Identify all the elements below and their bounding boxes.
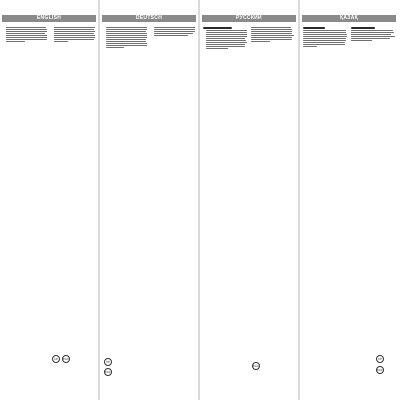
text-line-placeholder xyxy=(351,40,372,41)
ce-mark-icon: CE xyxy=(378,357,382,361)
text-line-placeholder xyxy=(303,38,346,39)
text-line-placeholder xyxy=(251,27,291,28)
text-line-placeholder xyxy=(106,45,147,46)
text-line-placeholder xyxy=(206,48,228,49)
text-line-placeholder xyxy=(6,41,25,42)
text-line-placeholder xyxy=(251,33,292,34)
text-column xyxy=(51,26,95,394)
language-header: ҚАЗАҚ xyxy=(302,15,396,22)
page-deutsch xyxy=(100,0,198,400)
text-line-placeholder xyxy=(6,37,47,38)
text-line-placeholder xyxy=(351,30,393,31)
text-line-placeholder xyxy=(54,41,68,42)
text-line-placeholder xyxy=(106,37,147,38)
text-line-placeholder xyxy=(106,29,147,30)
text-line-placeholder xyxy=(6,29,47,30)
text-line-placeholder xyxy=(54,29,94,30)
text-line-placeholder xyxy=(251,29,292,30)
text-line-placeholder xyxy=(6,27,46,28)
heading-placeholder xyxy=(303,27,325,29)
text-line-placeholder xyxy=(154,29,195,30)
text-line-placeholder xyxy=(351,32,394,33)
text-line-placeholder xyxy=(154,33,193,34)
text-line-placeholder xyxy=(54,31,95,32)
text-line-placeholder xyxy=(351,36,395,37)
text-line-placeholder xyxy=(351,38,390,39)
text-line-placeholder xyxy=(251,35,294,36)
text-placeholder xyxy=(103,27,147,48)
text-column xyxy=(103,26,147,394)
text-line-placeholder xyxy=(206,30,247,31)
text-line-placeholder xyxy=(106,27,147,28)
text-line-placeholder xyxy=(303,42,345,43)
eac-mark-icon: EAC xyxy=(63,357,69,361)
language-header: ENGLISH xyxy=(2,15,96,22)
text-line-placeholder xyxy=(106,43,147,44)
text-line-placeholder xyxy=(106,41,146,42)
text-line-placeholder xyxy=(251,41,270,42)
text-line-placeholder xyxy=(106,33,147,34)
text-placeholder xyxy=(51,27,95,42)
text-line-placeholder xyxy=(251,39,292,40)
text-line-placeholder xyxy=(206,38,245,39)
text-line-placeholder xyxy=(154,35,188,36)
page-english xyxy=(0,0,98,400)
text-column xyxy=(151,26,195,394)
text-line-placeholder xyxy=(303,44,345,45)
text-line-placeholder xyxy=(106,39,146,40)
ce-mark-icon: CE xyxy=(54,357,58,361)
text-line-placeholder xyxy=(6,31,47,32)
text-line-placeholder xyxy=(206,40,246,41)
text-placeholder xyxy=(151,27,195,36)
text-line-placeholder xyxy=(6,35,47,36)
heading-placeholder xyxy=(351,27,375,29)
text-line-placeholder xyxy=(206,36,247,37)
page-russian xyxy=(200,0,298,400)
ce-mark-icon: CE xyxy=(106,360,110,364)
text-line-placeholder xyxy=(303,46,317,47)
text-column xyxy=(251,26,295,394)
text-line-placeholder xyxy=(251,31,292,32)
text-line-placeholder xyxy=(303,30,346,31)
text-line-placeholder xyxy=(303,40,346,41)
eac-mark-icon: EAC xyxy=(377,368,383,372)
text-line-placeholder xyxy=(54,37,95,38)
text-line-placeholder xyxy=(251,37,292,38)
text-line-placeholder xyxy=(54,33,94,34)
text-line-placeholder xyxy=(206,42,247,43)
text-placeholder xyxy=(203,27,247,49)
text-line-placeholder xyxy=(54,27,95,28)
language-header: DEUTSCH xyxy=(102,15,196,22)
text-line-placeholder xyxy=(106,31,146,32)
text-line-placeholder xyxy=(206,46,245,47)
text-placeholder xyxy=(303,27,347,47)
eac-mark-icon: EAC xyxy=(105,370,111,374)
eac-mark-icon: EAC xyxy=(253,364,259,368)
text-line-placeholder xyxy=(303,32,346,33)
text-line-placeholder xyxy=(206,32,247,33)
text-line-placeholder xyxy=(303,34,347,35)
text-line-placeholder xyxy=(6,39,47,40)
text-column xyxy=(203,26,247,394)
text-line-placeholder xyxy=(206,34,247,35)
text-line-placeholder xyxy=(303,36,347,37)
text-column xyxy=(3,26,47,394)
text-column xyxy=(303,26,347,394)
text-line-placeholder xyxy=(154,31,195,32)
text-placeholder xyxy=(3,27,47,42)
text-line-placeholder xyxy=(6,33,45,34)
text-line-placeholder xyxy=(106,35,147,36)
language-header: РУССКИЙ xyxy=(202,15,296,22)
text-line-placeholder xyxy=(206,44,245,45)
text-line-placeholder xyxy=(154,27,195,28)
text-line-placeholder xyxy=(54,35,95,36)
text-column xyxy=(351,26,395,394)
text-line-placeholder xyxy=(106,47,124,48)
text-placeholder xyxy=(351,27,395,41)
text-placeholder xyxy=(251,27,295,42)
heading-placeholder xyxy=(203,27,232,29)
page-kazakh xyxy=(300,0,398,400)
text-line-placeholder xyxy=(54,39,94,40)
text-line-placeholder xyxy=(351,34,391,35)
